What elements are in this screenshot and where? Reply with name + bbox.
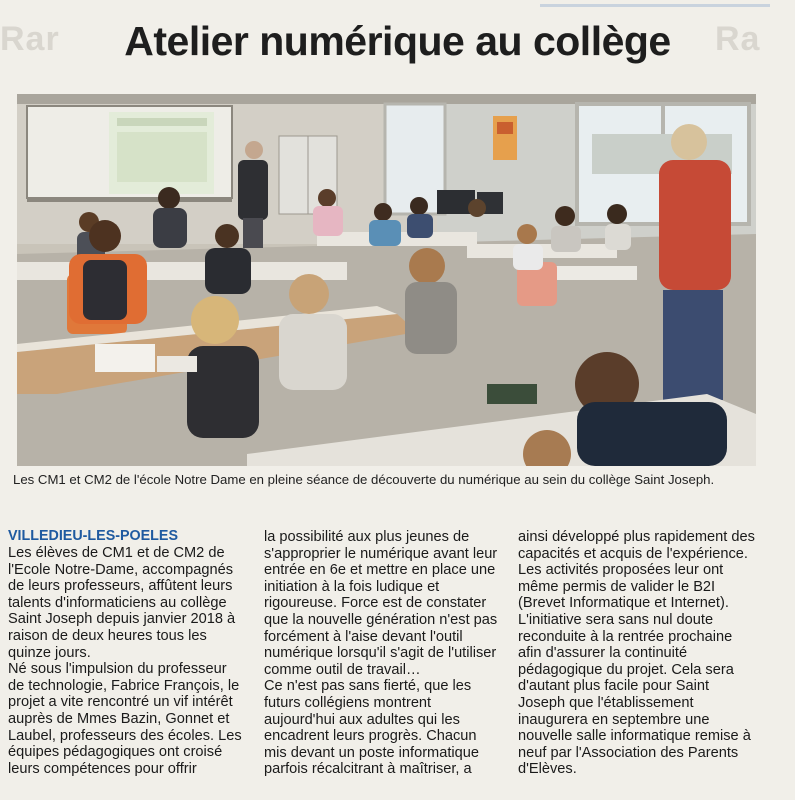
- classroom-photo: [17, 94, 756, 466]
- paragraph: la possibilité aux plus jeunes de s'approprier le numérique avant leur entrée en 6e et mettre en place une initiation à la fois ludique et rigoureuse. Force est de constater que la nouvelle génération n'est pas forcément à l'aise devant l'outil numérique lorsqu'il s'agit de l'utiliser comme outil de travail…: [264, 529, 498, 678]
- column-2: [264, 529, 500, 778]
- photo-caption: Les CM1 et CM2 de l'école Notre Dame en pleine séance de découverte du numérique au sein du collège Saint Joseph.: [13, 472, 715, 487]
- headline: Atelier numérique au collège: [124, 18, 671, 64]
- bleed-through-text-left: Rar: [0, 20, 60, 58]
- top-rule: [540, 4, 770, 7]
- paragraph: Les élèves de CM1 et de CM2 de l'Ecole Notre-Dame, accompagnés de leurs professeurs, affûtent leurs talents d'informaticiens au collège Saint Joseph depuis janvier 2018 à raison de deux heures tous les quinze jours.: [8, 545, 236, 661]
- column-3: [518, 529, 758, 778]
- paragraph: Né sous l'impulsion du professeur de technologie, Fabrice François, le projet a vite rencontré un vif intérêt auprès de Mmes Bazin, Gonnet et Laubel, professeurs des écoles. Les équipes pédagogiques ont croisé leurs compétences pour offrir: [8, 661, 242, 777]
- column-1: [8, 529, 246, 777]
- dateline: VILLEDIEU-LES-POELES: [8, 528, 178, 544]
- paragraph: ainsi développé plus rapidement des capacités et acquis de l'expérience.: [518, 529, 755, 562]
- paragraph: Ce n'est pas sans fierté, que les futurs collégiens montrent aujourd'hui aux adultes qui les encadrent leurs progrès. Chacun mis devant un poste informatique parfois récalcitrant à maîtriser, a: [264, 678, 479, 778]
- bleed-through-text-right: Ra: [715, 20, 761, 58]
- paragraph: Les activités proposées leur ont même permis de valider le B2I (Brevet Informatique et Internet). L'initiative sera sans nul doute reconduite à la rentrée prochaine afin d'assurer la continuité pédagogique du projet. Cela sera d'autant plus facile pour Saint Joseph que l'établissement inaugurera en septembre une nouvelle salle informatique remise à neuf par l'Association des Parents d'Elèves.: [518, 562, 751, 778]
